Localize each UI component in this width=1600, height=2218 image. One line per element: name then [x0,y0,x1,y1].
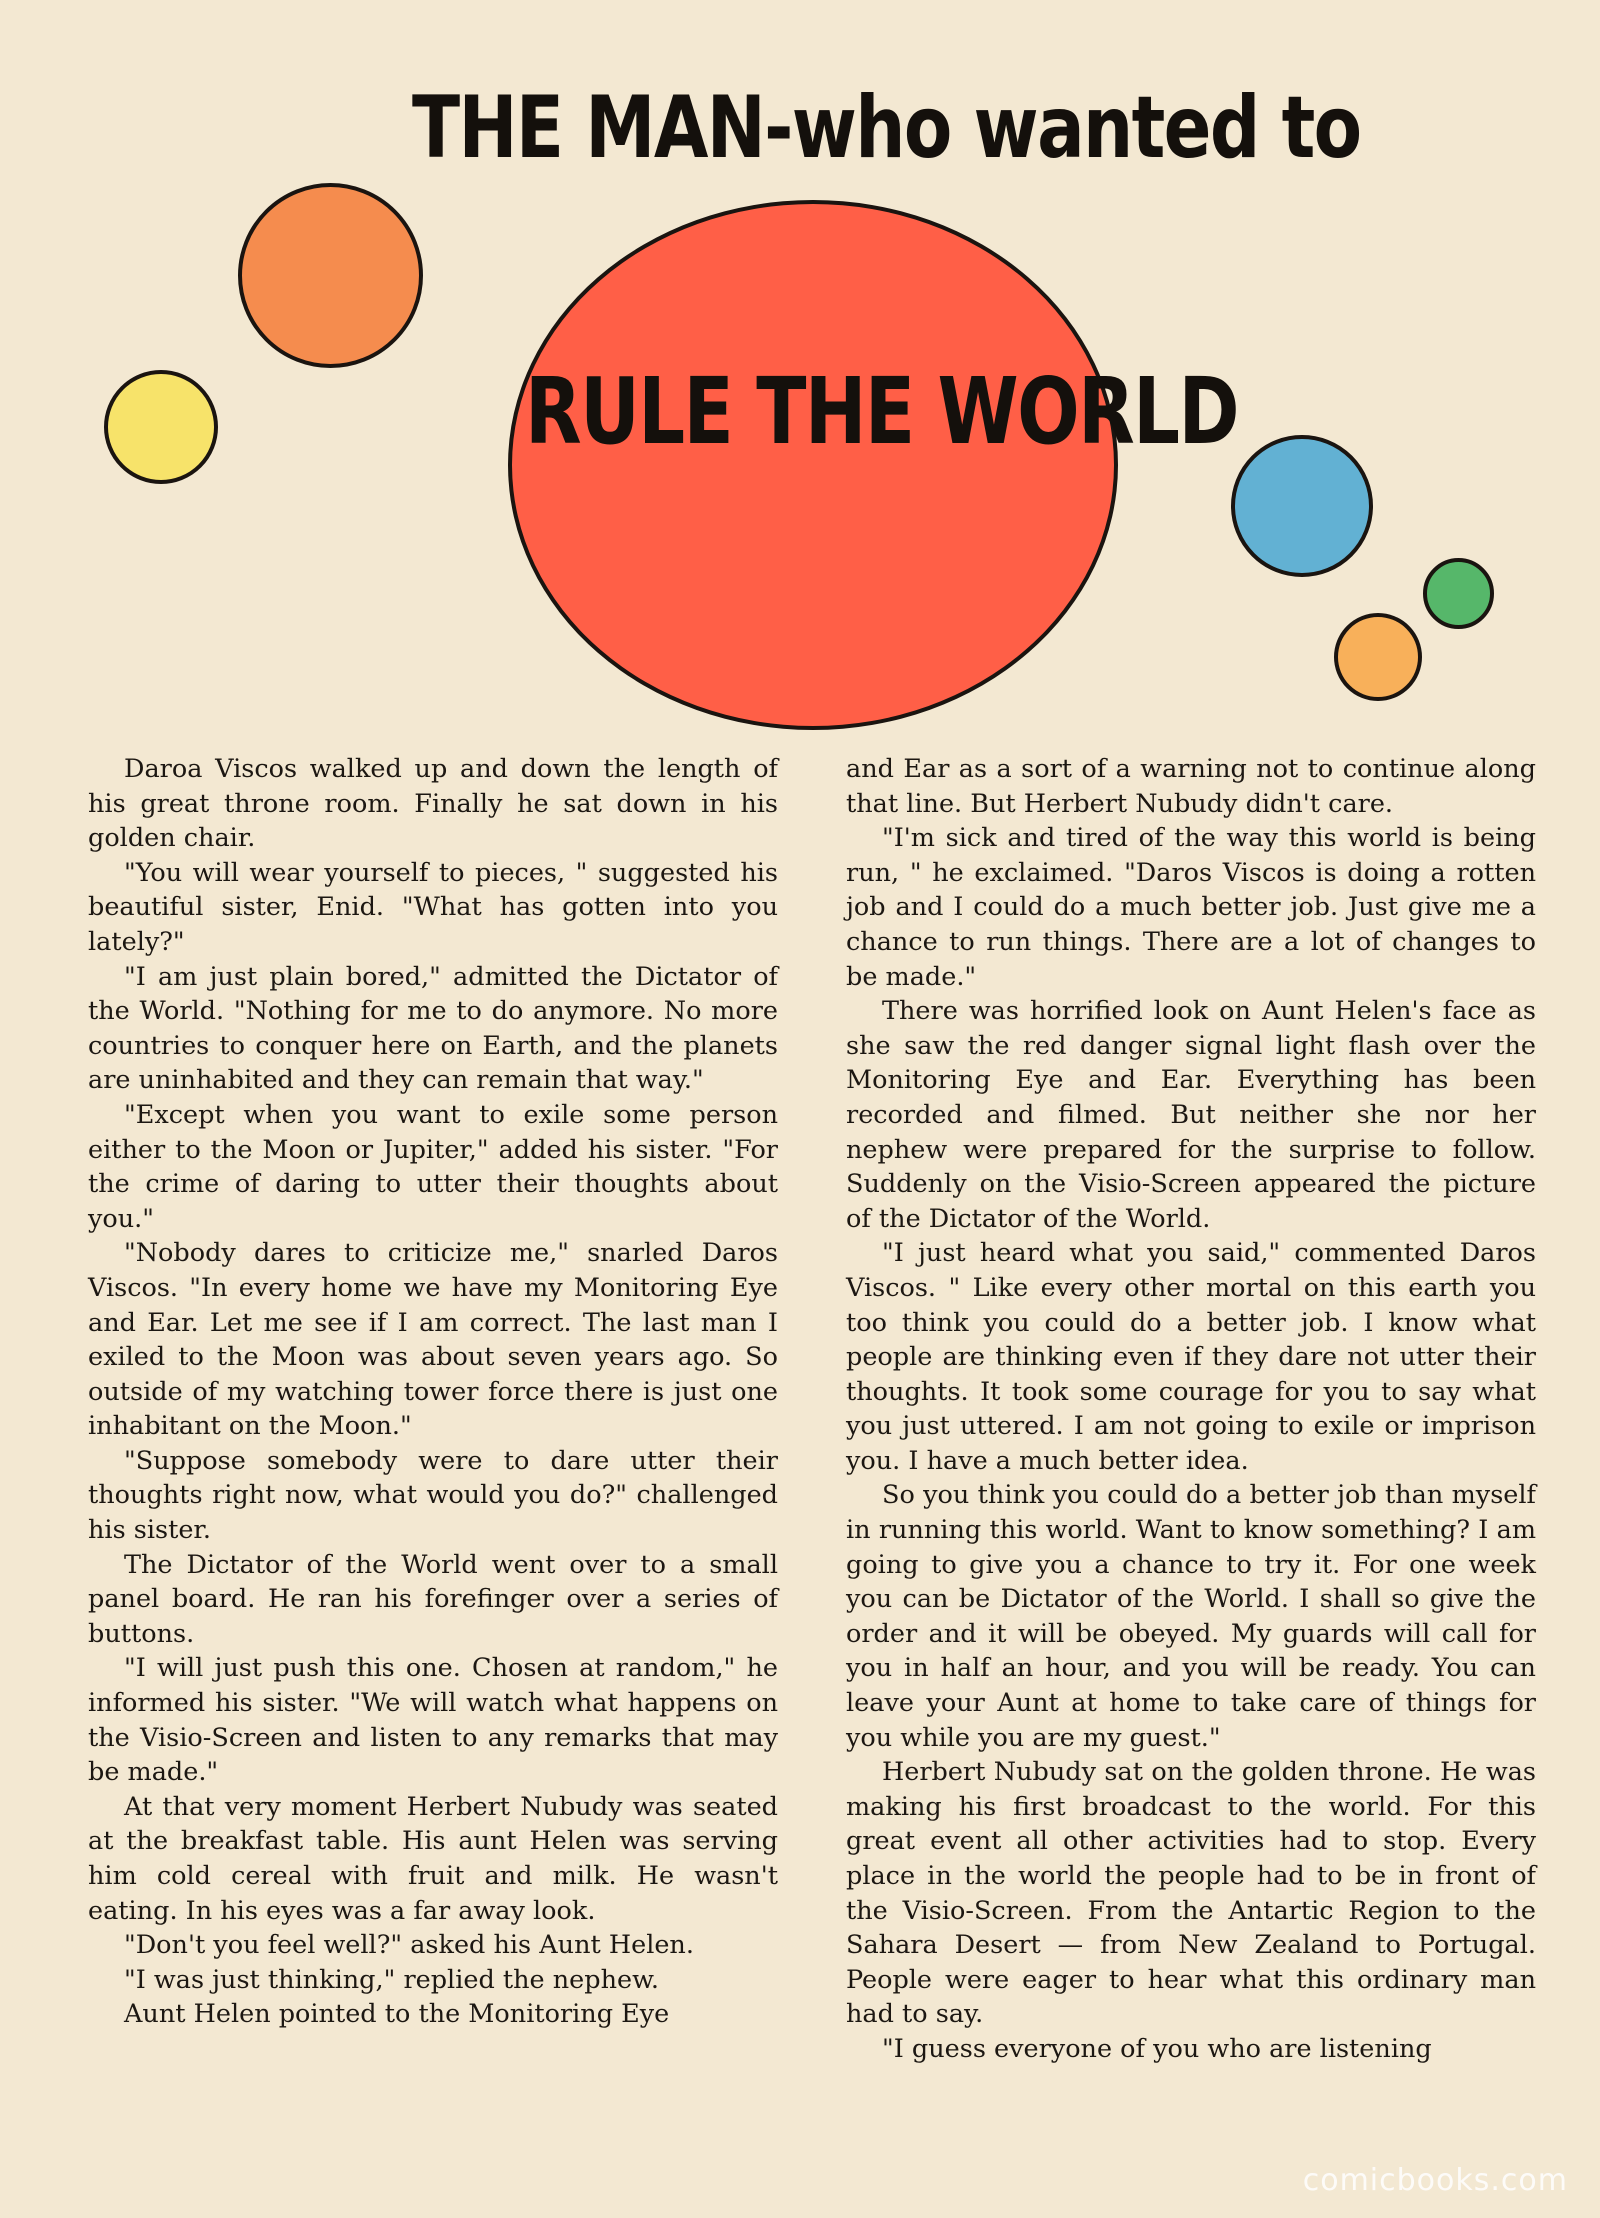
paragraph: "Don't you feel well?" asked his Aunt Helen. [124,1930,694,1961]
paragraph: "I was just thinking," replied the nephew. [124,1964,660,1995]
paragraph: "I'm sick and tired of the way this world is being run, " he exclaimed. "Daros Viscos is doing a rotten job and I could do a much better job. Just give me a chance to run things. There are a lot of changes to be made." [846,823,1536,992]
paragraph: "Nobody dares to criticize me," snarled Daros Viscos. "In every home we have my Monitoring Eye and Ear. Let me see if I am correct. The last man I exiled to the Moon was about seven years ago. So outside of my watching tower force there is just one inhabitant on the Moon." [88,1238,778,1442]
small-orange-planet-illustration [1334,613,1422,701]
story-title-main: RULE THE WORLD [525,358,1238,465]
paragraph: "You will wear yourself to pieces, " suggested his beautiful sister, Enid. "What has gotten into you lately?" [88,857,778,957]
paragraph: "I will just push this one. Chosen at random," he informed his sister. "We will watch what happens on the Visio-Screen and listen to any remarks that may be made." [88,1653,778,1788]
blue-planet-illustration [1231,435,1373,577]
story-title-top: THE MAN-who wanted to [412,78,1361,178]
paragraph: "I am just plain bored," admitted the Dictator of the World. "Nothing for me to do anymore. No more countries to conquer here on Earth, and the planets are uninhabited and they can remain that way." [88,961,778,1096]
yellow-planet-illustration [104,370,218,484]
paragraph: At that very moment Herbert Nubudy was seated at the breakfast table. His aunt Helen was serving him cold cereal with fruit and milk. He wasn't eating. In his eyes was a far away look. [88,1791,778,1926]
paragraph: "Except when you want to exile some person either to the Moon or Jupiter," added his sister. "For the crime of daring to utter their thoughts about you." [88,1099,778,1234]
green-planet-illustration [1423,558,1494,629]
paragraph: "Suppose somebody were to dare utter their thoughts right now, what would you do?" challenged his sister. [88,1445,778,1546]
paragraph: "I just heard what you said," commented Daros Viscos. " Like every other mortal on this earth you too think you could do a better job. I know what people are thinking even if they dare not utter their thoughts. It took some courage for you to say what you just uttered. I am not going to exile or imprison you. I have a much better idea. [846,1238,1536,1476]
paragraph: Daroa Viscos walked up and down the length of his great throne room. Finally he sat down in his golden chair. [88,754,778,854]
paragraph: Aunt Helen pointed to the Monitoring Eye [124,1999,670,2030]
paragraph: and Ear as a sort of a warning not to continue along that line. But Herbert Nubudy didn't care. [846,754,1536,819]
paragraph: There was horrified look on Aunt Helen's face as she saw the red danger signal light flash over the Monitoring Eye and Ear. Everything has been recorded and filmed. But neither she nor her nephew were prepared for the surprise to follow. Suddenly on the Visio-Screen appeared the picture of the Dictator of the World. [846,996,1536,1234]
paragraph: The Dictator of the World went over to a small panel board. He ran his forefinger over a series of buttons. [88,1549,778,1649]
paragraph: So you think you could do a better job than myself in running this world. Want to know something? I am going to give you a chance to try it. For one week you can be Dictator of the World. I shall so give the order and it will be obeyed. My guards will call for you in half an hour, and you will be ready. You can leave your Aunt at home to take care of things for you while you are my guest." [846,1480,1536,1753]
orange-planet-illustration [238,183,423,368]
story-column-left [88,752,778,2032]
site-watermark: comicbooks.com [1302,2163,1568,2198]
red-planet-illustration [508,200,1118,730]
paragraph: "I guess everyone of you who are listening [882,2033,1432,2064]
paragraph: Herbert Nubudy sat on the golden throne. He was making his first broadcast to the world. For this great event all other activities had to stop. Every place in the world the people had to be in front of the Visio-Screen. From the Antartic Region to the Sahara Desert — from New Zealand to Portugal. People were eager to hear what this ordinary man had to say. [846,1757,1536,2030]
story-column-right [846,752,1536,2067]
